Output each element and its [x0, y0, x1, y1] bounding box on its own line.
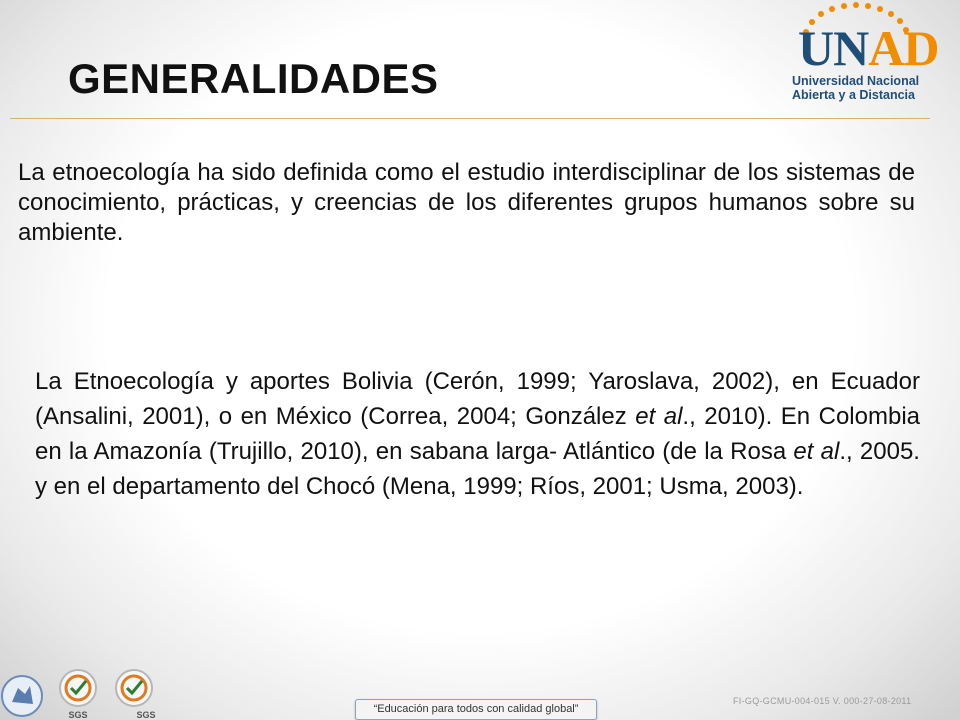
references-text-2: ., 2010). En Colombia en la Amazonía (Trujillo, 2010), en sabana larga- Atlántico (de la Rosa [35, 403, 920, 465]
unad-logo [788, 2, 939, 106]
certification-seal-icon-2 [116, 670, 156, 720]
logo-wordmark [798, 20, 939, 76]
slide-title: GENERALIDADES [68, 55, 439, 102]
badge-label-2: SGS [136, 710, 156, 720]
references-text-1: La Etnoecología y aportes Bolivia (Cerón, 1999; Yaroslava, 2002), en Ecuador (Ansalini, 2001), o en México (Correa, 2004; González [35, 368, 920, 430]
title-divider [10, 118, 930, 119]
references-etal-1: et al [635, 403, 683, 430]
references-text-3: ., 2005. y en el departamento del Chocó (Mena, 1999; Ríos, 2001; Usma, 2003). [35, 438, 920, 500]
document-code: FI-GQ-GCMU-004-015 V. 000-27-08-2011 [733, 696, 912, 706]
logo-line-1: Universidad Nacional [792, 74, 920, 88]
paragraph-definition: La etnoecología ha sido definida como el estudio interdisciplinar de los sistemas de conocimiento, prácticas, y creencias de los diferentes grupos humanos sobre su ambiente. [18, 159, 915, 246]
certification-badges [0, 666, 170, 720]
logo-word-ad: AD [868, 20, 939, 76]
paragraph-references [35, 364, 920, 504]
colombia-seal-icon [2, 676, 42, 716]
slogan-box: “Educación para todos con calidad global” [355, 699, 597, 720]
certification-seal-icon-1 [60, 670, 96, 720]
references-etal-2: et al [793, 438, 840, 465]
logo-line-2: Abierta y a Distancia [792, 88, 915, 102]
logo-word-un: UN [798, 20, 869, 76]
badge-label-1: SGS [68, 710, 88, 720]
